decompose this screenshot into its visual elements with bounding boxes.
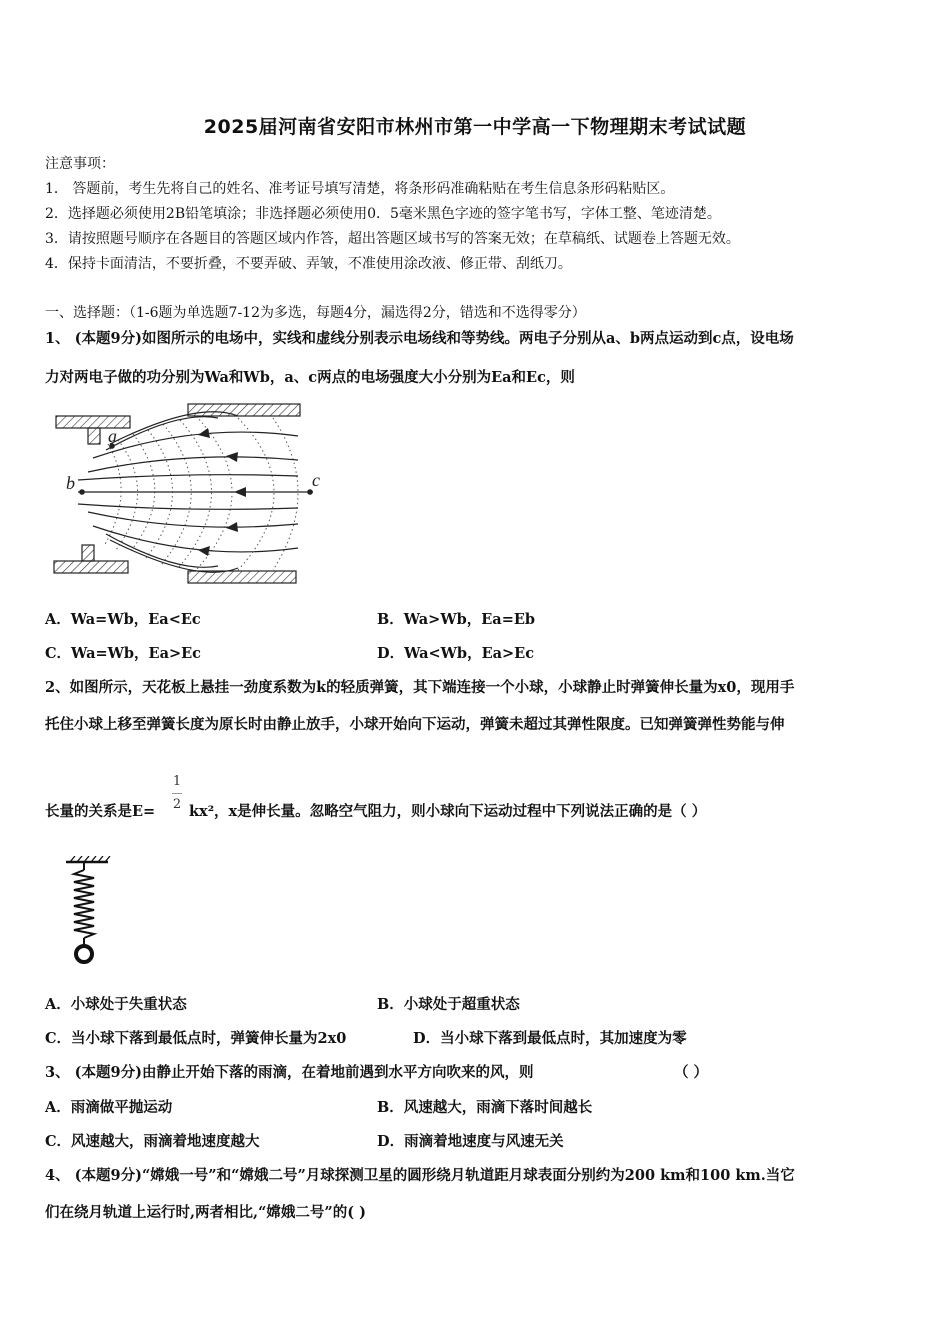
top-left-plate [56, 416, 130, 428]
point-c [307, 489, 313, 495]
q2-option-d[interactable]: D．当小球下落到最低点时，其加速度为零 [413, 1030, 687, 1047]
top-left-tab [88, 428, 100, 444]
fraction-denominator: 2 [172, 797, 182, 812]
notice-item: 3．请按照题号顺序在各题目的答题区域内作答，超出答题区域书写的答案无效；在草稿纸、试题卷上答题无效。 [45, 231, 740, 247]
q3-option-a[interactable]: A．雨滴做平抛运动 [45, 1099, 173, 1116]
label-b: b [66, 473, 75, 493]
q2-stem-line1: 2、如图所示，天花板上悬挂一劲度系数为k的轻质弹簧，其下端连接一个小球，小球静止时弹簧伸长量为x0，现用手 [45, 679, 795, 696]
top-right-plate [188, 404, 300, 416]
fraction-numerator: 1 [172, 774, 182, 789]
q1-stem-line2: 力对两电子做的功分别为Wa和Wb，a、c两点的电场强度大小分别为Ea和Ec，则 [45, 369, 575, 386]
fraction-bar [172, 793, 182, 794]
q2-option-a[interactable]: A．小球处于失重状态 [45, 996, 187, 1013]
section-heading: 一、选择题：（1-6题为单选题7-12为多选，每题4分，漏选得2分，错选和不选得零分） [45, 305, 586, 321]
page-title: 2025届河南省安阳市林州市第一中学高一下物理期末考试试题 [203, 116, 747, 138]
q1-option-d[interactable]: D．Wa<Wb，Ea>Ec [377, 645, 535, 662]
bottom-left-plate [54, 561, 128, 573]
electric-field-figure [48, 400, 333, 585]
q1-option-c[interactable]: C．Wa=Wb，Ea>Ec [45, 645, 202, 662]
q1-option-b[interactable]: B．Wa>Wb，Ea=Eb [377, 611, 536, 628]
bottom-left-tab [82, 545, 94, 561]
q2-option-c[interactable]: C．当小球下落到最低点时，弹簧伸长量为2x0 [45, 1030, 347, 1047]
notice-item: 4．保持卡面清洁，不要折叠，不要弄破、弄皱，不准使用涂改液、修正带、刮纸刀。 [45, 256, 572, 272]
q3-answer-paren: （ ） [674, 1064, 709, 1081]
q3-option-b[interactable]: B．风速越大，雨滴下落时间越长 [377, 1099, 593, 1116]
notice-item: 1． 答题前，考生先将自己的姓名、准考证号填写清楚，将条形码准确粘贴在考生信息条形码粘贴区。 [45, 181, 675, 197]
q4-stem-line1: 4、 (本题9分)“嫦娥一号”和“嫦娥二号”月球探测卫星的圆形绕月轨道距月球表面分别约为200 km和100 km.当它 [45, 1167, 795, 1184]
q3-option-d[interactable]: D．雨滴着地速度与风速无关 [377, 1133, 564, 1150]
label-c: c [312, 470, 320, 490]
spring-figure [62, 856, 112, 968]
q2-stem-line2: 托住小球上移至弹簧长度为原长时由静止放手，小球开始向下运动，弹簧未超过其弹性限度。已知弹簧弹性势能与伸 [45, 716, 785, 733]
q4-stem-line2: 们在绕月轨道上运行时,两者相比,“嫦娥二号”的( ) [45, 1204, 367, 1221]
q2-stem-line3-post: kx²，x是伸长量。忽略空气阻力，则小球向下运动过程中下列说法正确的是（ ） [189, 803, 707, 820]
q1-stem-line1: 1、 (本题9分)如图所示的电场中，实线和虚线分别表示电场线和等势线。两电子分别从a、b两点运动到c点，设电场 [45, 330, 794, 347]
spring-coil [74, 870, 94, 938]
q3-option-c[interactable]: C．风速越大，雨滴着地速度越大 [45, 1133, 260, 1150]
notice-item: 2．选择题必须使用2B铅笔填涂；非选择题必须使用0．5毫米黑色字迹的签字笔书写，字体工整、笔迹清楚。 [45, 206, 721, 222]
bottom-right-plate [188, 571, 296, 583]
q2-option-b[interactable]: B．小球处于超重状态 [377, 996, 520, 1013]
label-a: a [108, 426, 117, 446]
notice-heading: 注意事项： [45, 156, 115, 172]
ball [76, 946, 92, 962]
q3-stem: 3、 (本题9分)由静止开始下落的雨滴，在着地前遇到水平方向吹来的风，则 [45, 1064, 534, 1081]
point-b [79, 489, 85, 495]
q2-stem-line3-pre: 长量的关系是E= [45, 803, 156, 820]
q1-option-a[interactable]: A．Wa=Wb，Ea<Ec [45, 611, 201, 628]
